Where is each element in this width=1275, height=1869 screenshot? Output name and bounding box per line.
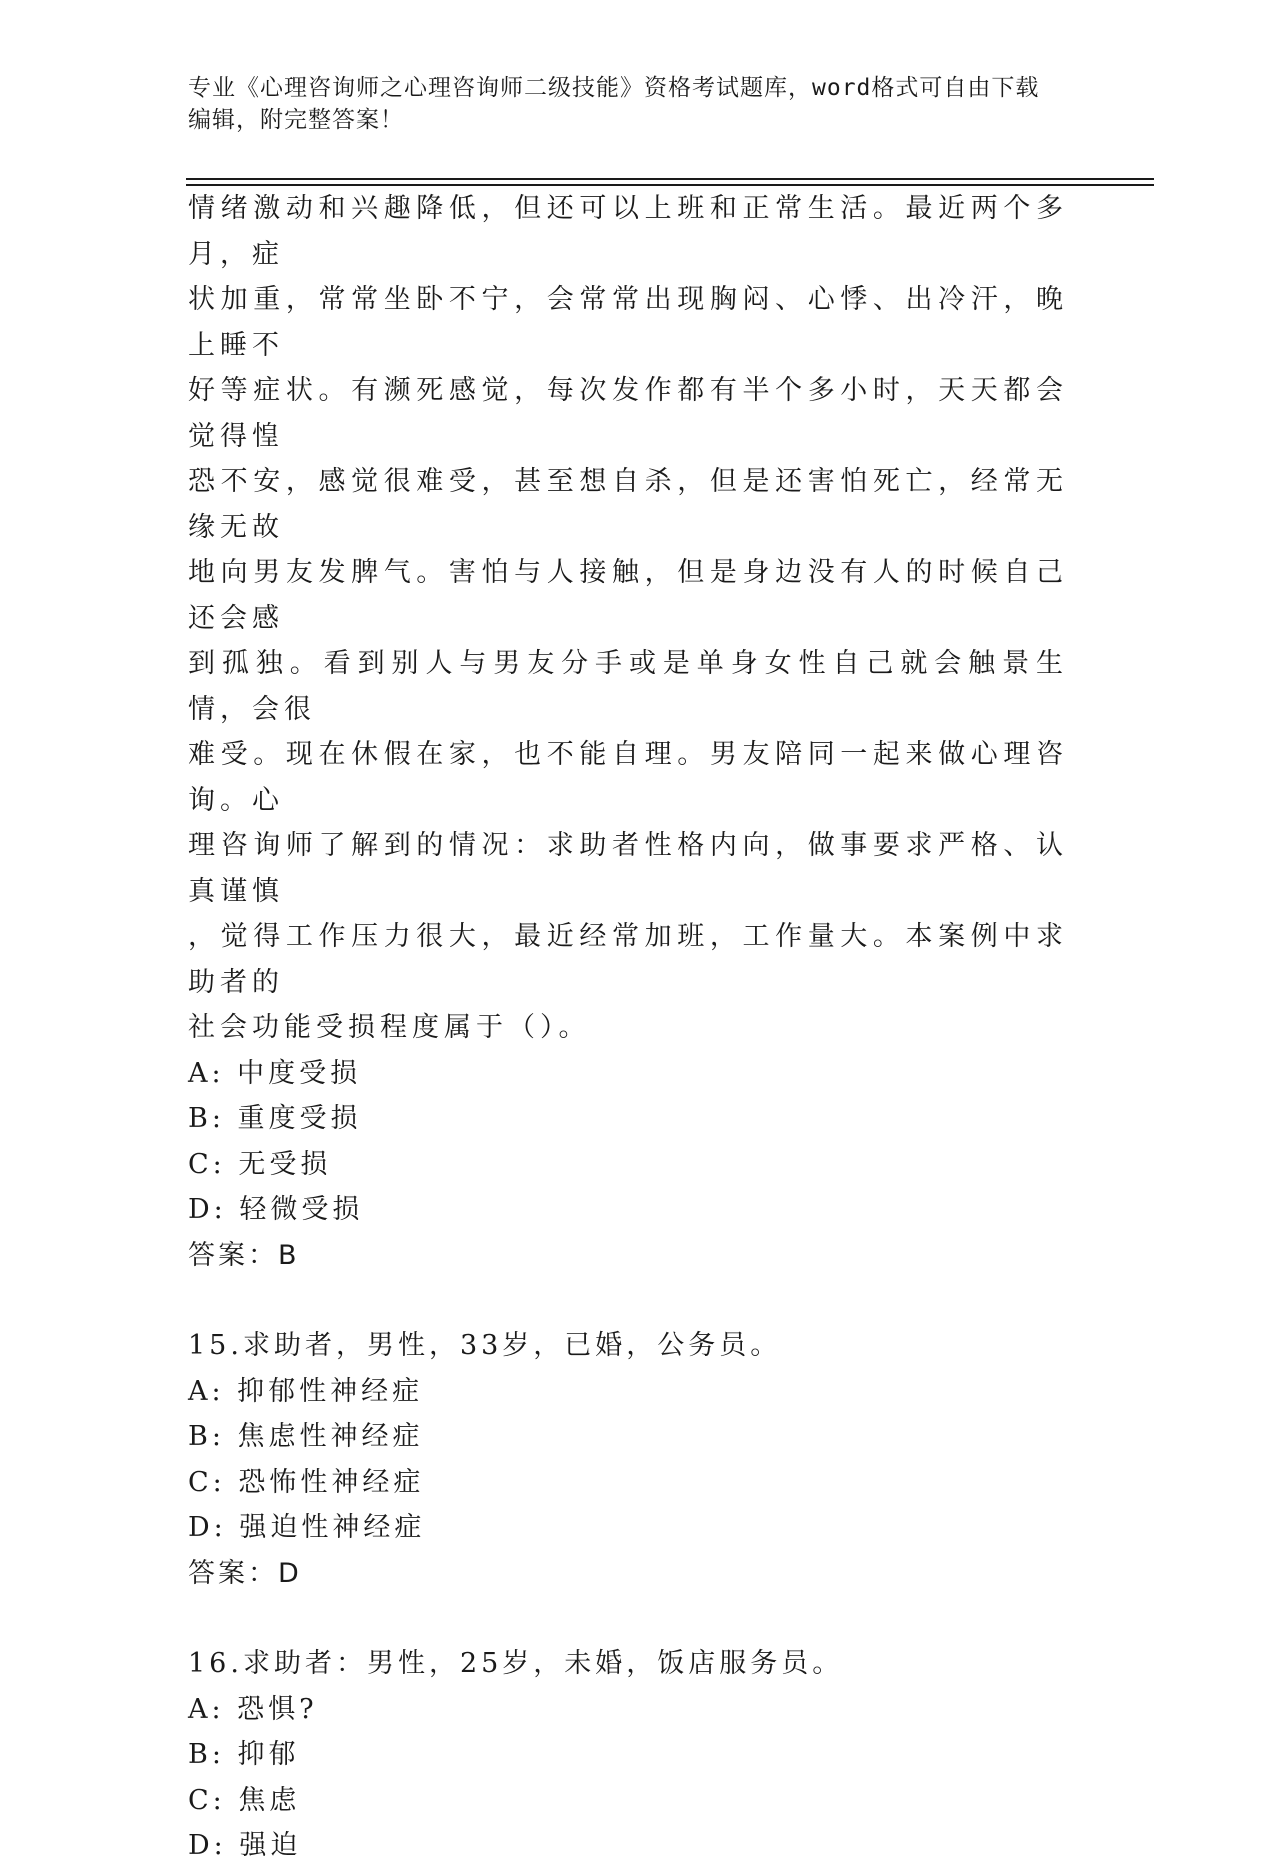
question-15-option-b: B: 焦虑性神经症 — [188, 1421, 424, 1452]
question-14-text-line: 地向男友发脾气。害怕与人接触，但是身边没有人的时候自己还会感 — [188, 557, 1068, 634]
question-14-option-a: A: 中度受损 — [188, 1057, 362, 1089]
document-body — [188, 186, 1068, 1869]
question-15-option-a: A: 抑郁性神经症 — [188, 1375, 424, 1407]
question-16-stem: 16.求助者：男性，25岁，未婚，饭店服务员。 — [188, 1648, 844, 1679]
header-divider-top — [186, 178, 1154, 180]
page-header — [188, 72, 1068, 136]
question-14-text-line: ，觉得工作压力很大，最近经常加班，工作量大。本案例中求助者的 — [188, 921, 1068, 998]
question-14-option-d: D: 轻微受损 — [188, 1194, 364, 1225]
question-14-text-line: 难受。现在休假在家，也不能自理。男友陪同一起来做心理咨询。心 — [188, 739, 1068, 816]
question-16-option-a: A: 恐惧? — [188, 1693, 318, 1725]
question-14-answer: 答案：B — [188, 1239, 300, 1271]
question-15-option-d: D: 强迫性神经症 — [188, 1512, 426, 1543]
question-14-text-line: 到孤独。看到别人与男友分手或是单身女性自己就会触景生情，会很 — [188, 648, 1068, 725]
question-16-option-d: D: 强迫 — [188, 1830, 302, 1861]
question-14-text-line: 好等症状。有濒死感觉，每次发作都有半个多小时，天天都会觉得惶 — [188, 375, 1068, 452]
question-15-option-c: C: 恐怖性神经症 — [188, 1466, 425, 1498]
question-14-option-b: B: 重度受损 — [188, 1103, 362, 1134]
question-15-answer: 答案：D — [188, 1557, 302, 1589]
section-spacer — [188, 1278, 1068, 1323]
question-16-option-c: C: 焦虑 — [188, 1784, 301, 1816]
question-14-text-line: 理咨询师了解到的情况：求助者性格内向，做事要求严格、认真谨慎 — [188, 830, 1068, 907]
question-14-text-line: 恐不安，感觉很难受，甚至想自杀，但是还害怕死亡，经常无缘无故 — [188, 466, 1068, 543]
section-spacer — [188, 1596, 1068, 1641]
question-14-text-line: 情绪激动和兴趣降低，但还可以上班和正常生活。最近两个多月，症 — [188, 193, 1068, 270]
question-15 — [188, 1323, 1068, 1596]
question-14-text-line: 社会功能受损程度属于（）。 — [188, 1012, 591, 1043]
question-14 — [188, 186, 1068, 1278]
question-16 — [188, 1641, 1068, 1869]
header-line-1: 专业《心理咨询师之心理咨询师二级技能》资格考试题库，word格式可自由下载 — [188, 75, 1040, 101]
question-15-stem: 15.求助者，男性，33岁，已婚，公务员。 — [188, 1330, 782, 1361]
question-14-option-c: C: 无受损 — [188, 1148, 332, 1180]
question-16-option-b: B: 抑郁 — [188, 1739, 300, 1770]
header-line-2: 编辑，附完整答案！ — [188, 107, 404, 133]
question-14-text-line: 状加重，常常坐卧不宁，会常常出现胸闷、心悸、出冷汗，晚上睡不 — [188, 284, 1068, 361]
